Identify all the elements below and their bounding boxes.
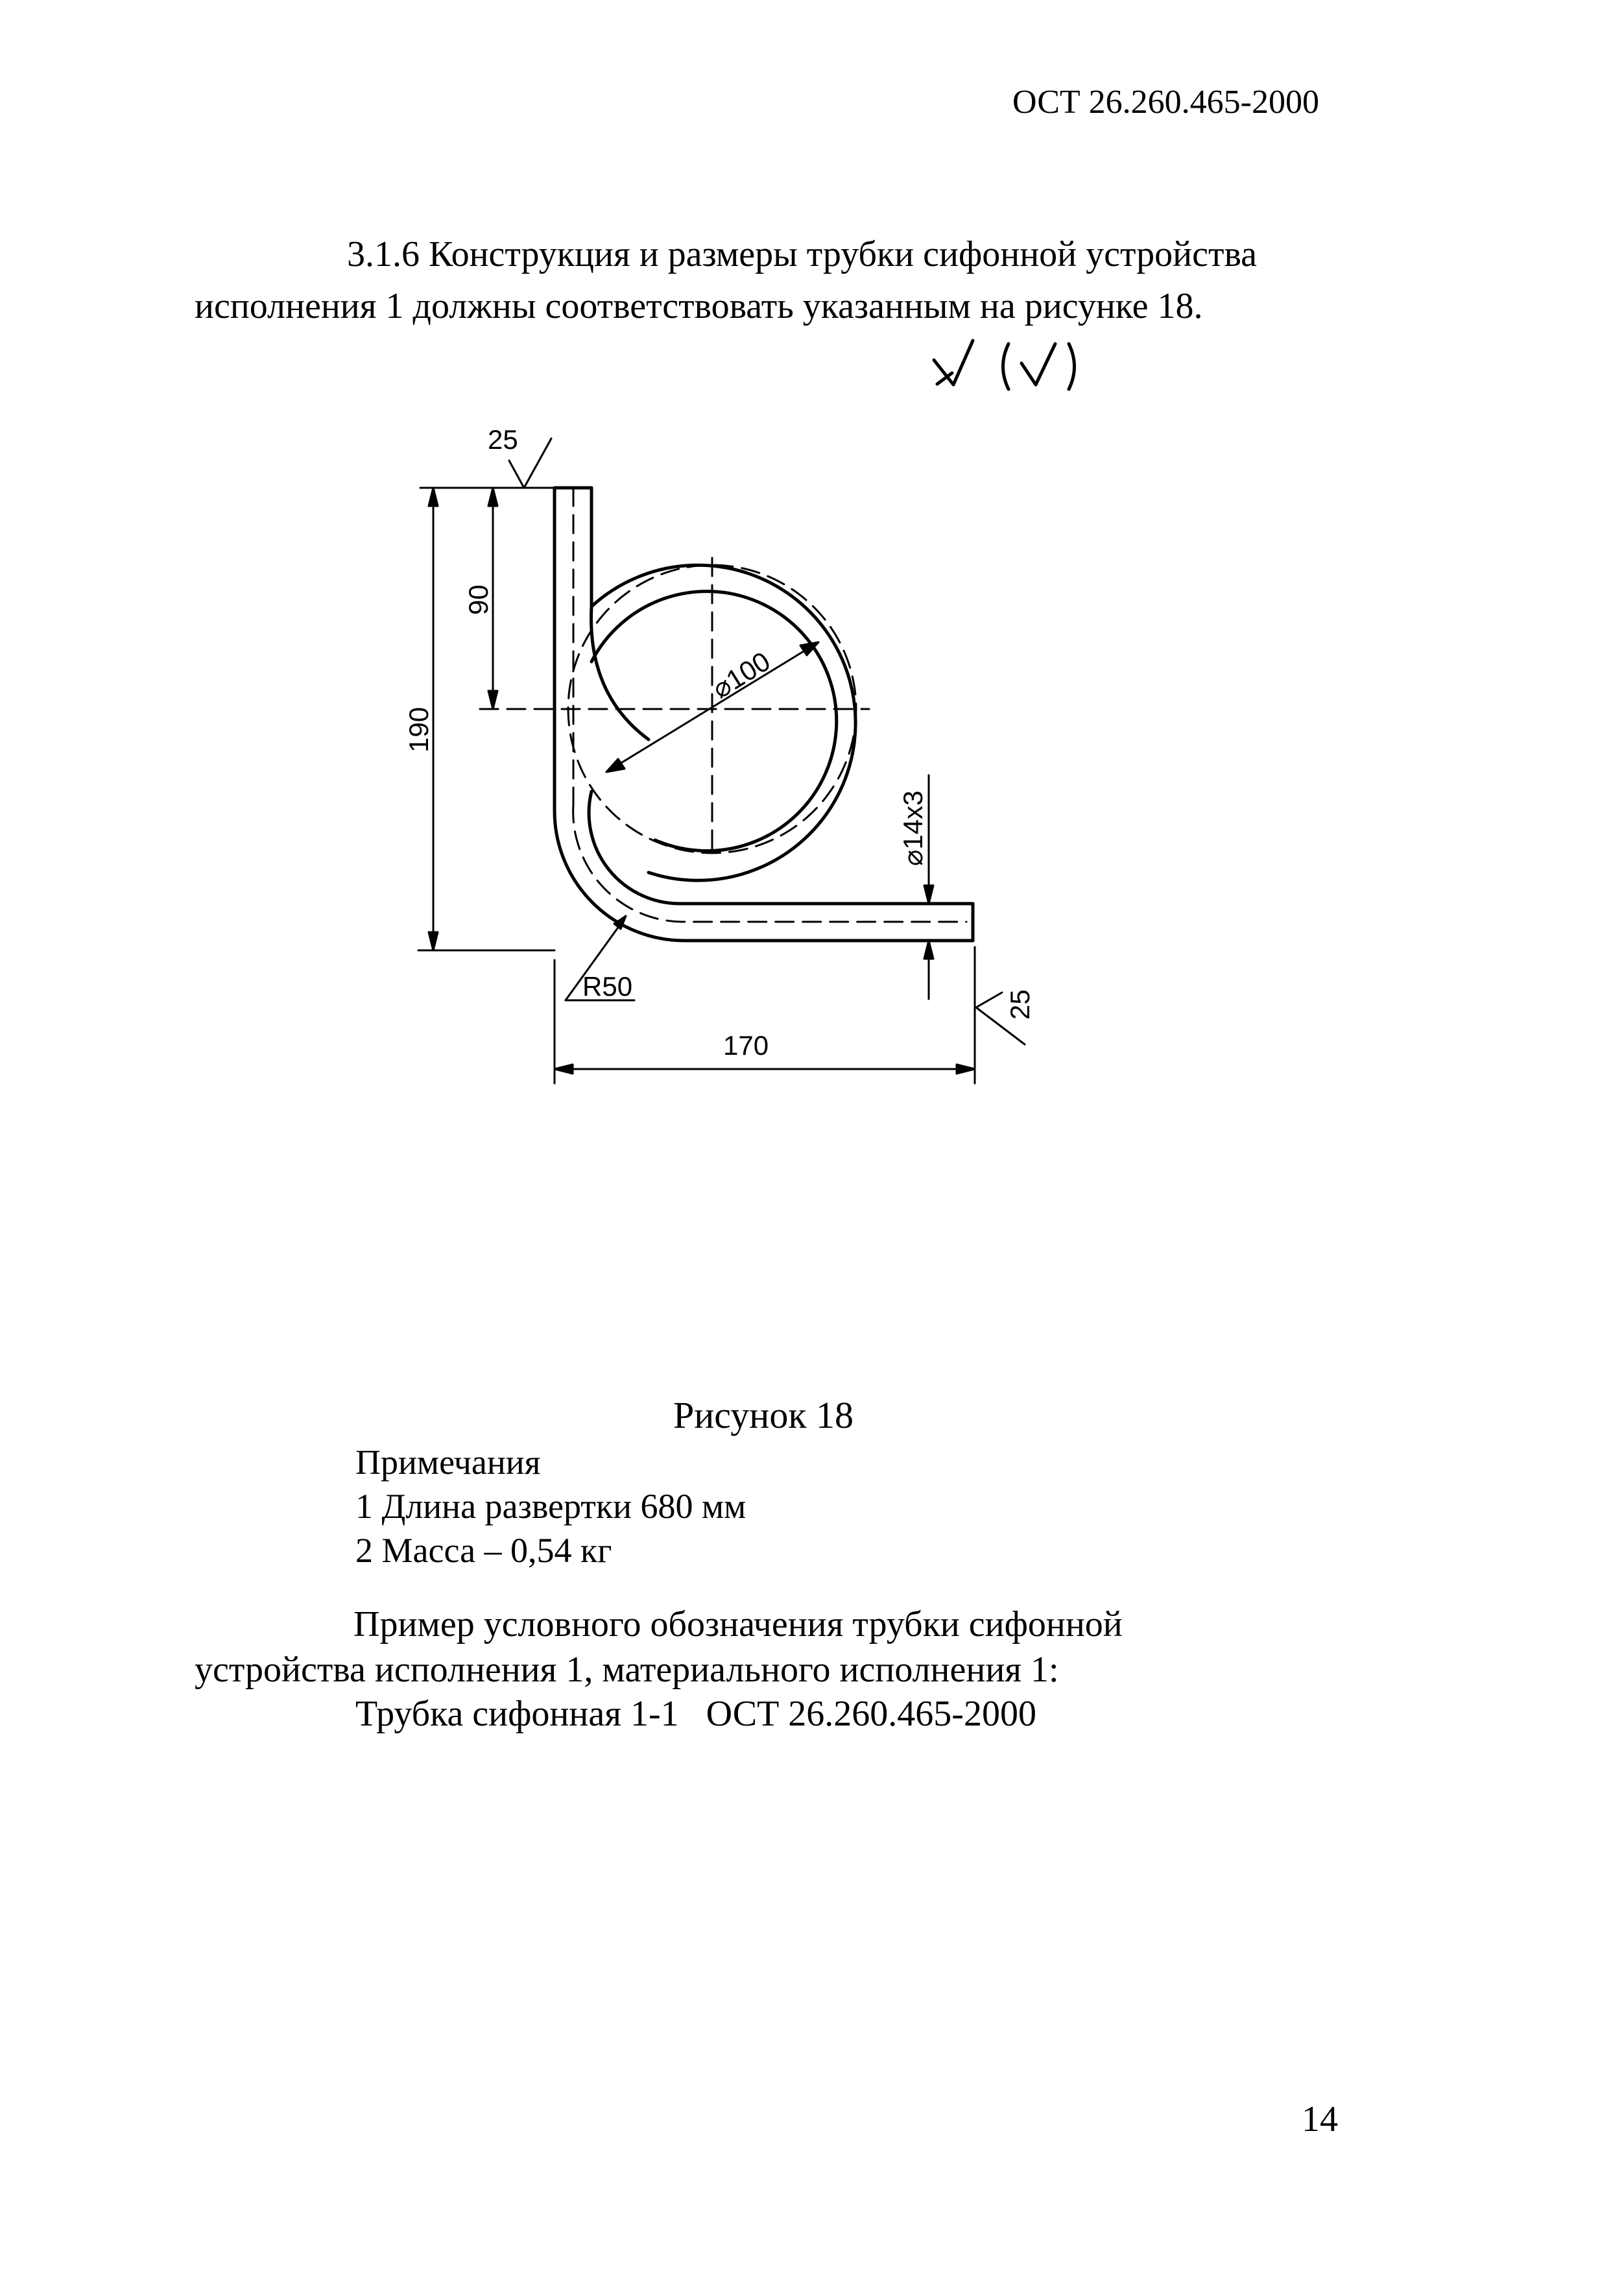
example-line1: Пример условного обозначения трубки сифонной: [353, 1604, 1123, 1644]
dim-diameter-label: ⌀100: [706, 645, 776, 704]
notes-block: [355, 1440, 746, 1572]
example-line3: Трубка сифонная 1-1 ОСТ 26.260.465-2000: [355, 1694, 1036, 1734]
document-code: ОСТ 26.260.465-2000: [1012, 84, 1319, 121]
siphon-tube-outline: [555, 488, 973, 941]
section-text-line2: исполнения 1 должны соответствовать указанным на рисунке 18.: [195, 286, 1203, 326]
note-item: 2 Масса – 0,54 кг: [355, 1531, 612, 1570]
dim-90-label: 90: [463, 584, 494, 615]
page-number: 14: [1302, 2099, 1338, 2139]
dim-170-label: 170: [723, 1030, 769, 1061]
dim-170-line: [555, 947, 975, 1083]
notes-heading: Примечания: [355, 1443, 541, 1482]
example-line2: устройства исполнения 1, материального исполнения 1:: [195, 1650, 1059, 1690]
figure-caption: Рисунок 18: [673, 1394, 854, 1436]
section-text-line1: 3.1.6 Конструкция и размеры трубки сифонной устройства: [347, 234, 1258, 274]
dim-190-line: [418, 488, 555, 950]
dim-radius-label: R50: [582, 971, 633, 1002]
roughness-label-right: 25: [1005, 989, 1035, 1020]
note-item: 1 Длина развертки 680 мм: [355, 1487, 746, 1526]
dim-190-label: 190: [403, 706, 434, 752]
roughness-mark-icon: [934, 341, 1075, 389]
roughness-label-top: 25: [488, 424, 518, 455]
dim-tube-label: ⌀14x3: [898, 790, 928, 866]
